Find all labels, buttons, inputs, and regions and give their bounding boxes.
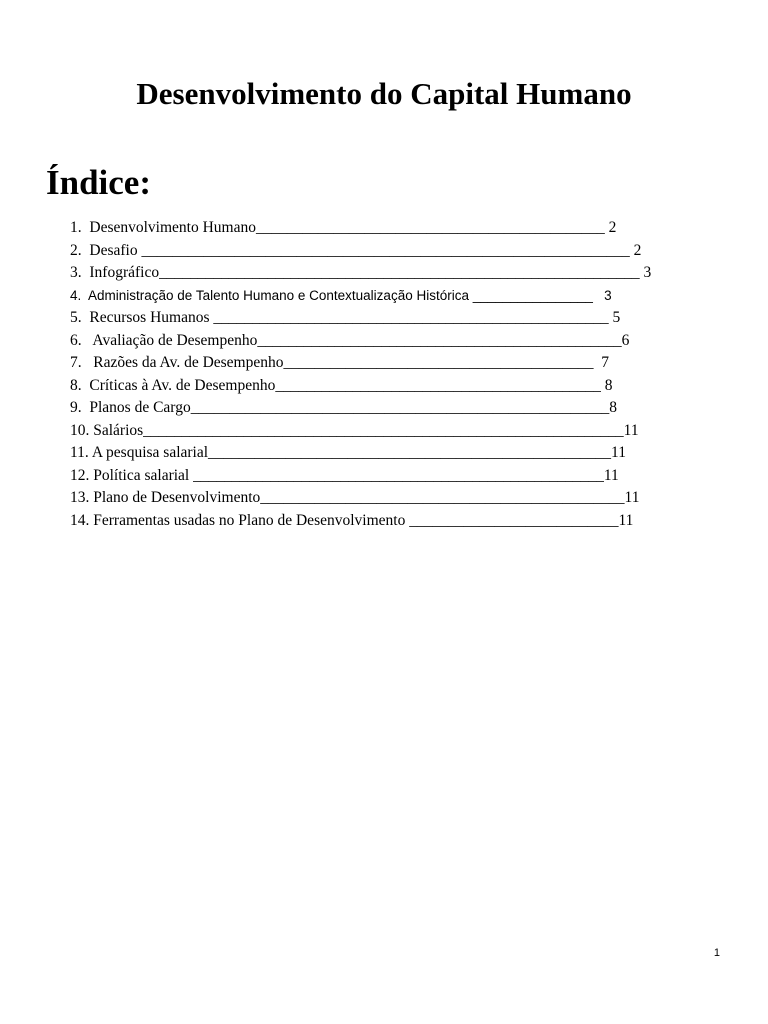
toc-entry-text: 11. A pesquisa salarial____________________________________________________11 xyxy=(70,444,626,461)
index-heading: Índice: xyxy=(46,163,151,202)
table-of-contents xyxy=(70,217,730,532)
toc-entry-text: 2. Desafio _______________________________________________________________ 2 xyxy=(70,241,642,259)
toc-entry-text: 10. Salários______________________________________________________________11 xyxy=(70,421,639,439)
toc-entry-1 xyxy=(70,217,730,240)
toc-entry-12 xyxy=(70,465,730,488)
toc-entry-6 xyxy=(70,330,730,353)
toc-entry-text: 7. Razões da Av. de Desempenho________________________________________ 7 xyxy=(70,354,609,371)
toc-entry-text: 1. Desenvolvimento Humano_____________________________________________ 2 xyxy=(70,219,617,236)
toc-entry-text: 6. Avaliação de Desempenho_______________________________________________6 xyxy=(70,331,630,349)
page-number: 1 xyxy=(713,947,720,959)
page-title: Desenvolvimento do Capital Humano xyxy=(136,76,632,111)
toc-entry-2 xyxy=(70,240,730,263)
toc-entry-text: 4. Administração de Talento Humano e Contextualização Histórica ________________ 3 xyxy=(70,287,612,303)
toc-entry-7 xyxy=(70,352,730,375)
toc-entry-13 xyxy=(70,487,730,510)
toc-entry-text: 3. Infográfico______________________________________________________________ 3 xyxy=(70,264,652,281)
toc-entry-3 xyxy=(70,262,730,285)
toc-entry-5 xyxy=(70,307,730,330)
toc-entry-9 xyxy=(70,397,730,420)
toc-entry-14 xyxy=(70,510,730,533)
toc-entry-11 xyxy=(70,442,730,465)
toc-entry-text: 12. Política salarial _____________________________________________________11 xyxy=(70,466,619,484)
toc-entry-text: 9. Planos de Cargo______________________________________________________8 xyxy=(70,399,617,416)
toc-entry-text: 14. Ferramentas usadas no Plano de Desenvolvimento ___________________________11 xyxy=(70,511,634,529)
toc-entry-text: 8. Críticas à Av. de Desempenho__________________________________________ 8 xyxy=(70,376,613,394)
toc-entry-8 xyxy=(70,375,730,398)
toc-entry-text: 13. Plano de Desenvolvimento_______________________________________________11 xyxy=(70,489,640,506)
toc-entry-text: 5. Recursos Humanos ___________________________________________________ 5 xyxy=(70,309,621,326)
toc-entry-10 xyxy=(70,420,730,443)
toc-entry-4 xyxy=(70,285,730,308)
